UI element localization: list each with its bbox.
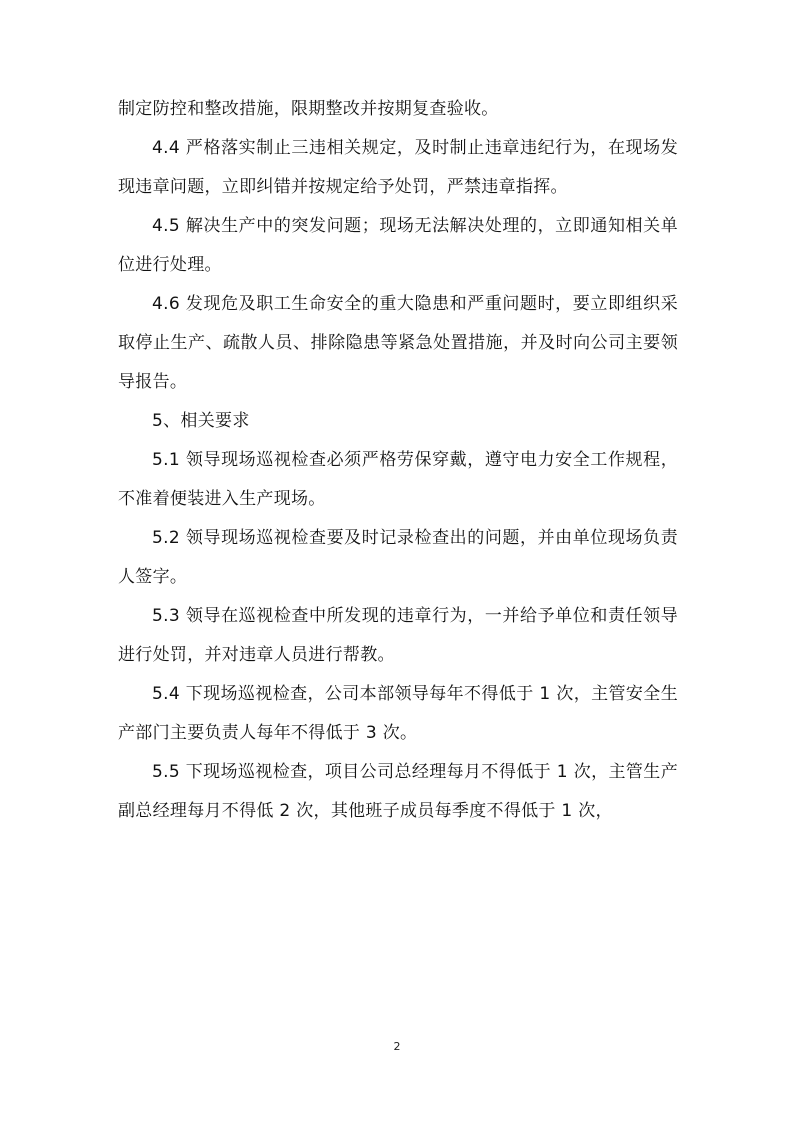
section-heading: 5、相关要求 [152,411,250,431]
paragraph: 5.5 下现场巡视检查，项目公司总经理每月不得低于 1 次，主管生产副总经理每月不得低 2 次，其他班子成员每季度不得低于 1 次， [118,762,678,821]
paragraph: 4.4 严格落实制止三违相关规定，及时制止违章违纪行为，在现场发现违章问题，立即纠错并按规定给予处罚，严禁违章指挥。 [118,138,678,197]
paragraph: 制定防控和整改措施，限期整改并按期复查验收。 [118,99,499,119]
paragraph: 4.5 解决生产中的突发问题；现场无法解决处理的，立即通知相关单位进行处理。 [118,216,678,275]
paragraph: 5.4 下现场巡视检查，公司本部领导每年不得低于 1 次，主管安全生产部门主要负责人每年不得低于 3 次。 [118,684,678,743]
page-number: 2 [393,1040,401,1053]
page-body [118,90,678,831]
paragraph: 5.1 领导现场巡视检查必须严格劳保穿戴，遵守电力安全工作规程，不准着便装进入生产现场。 [118,450,678,509]
paragraph: 5.2 领导现场巡视检查要及时记录检查出的问题，并由单位现场负责人签字。 [118,528,678,587]
paragraph: 5.3 领导在巡视检查中所发现的违章行为，一并给予单位和责任领导进行处罚，并对违章人员进行帮教。 [118,606,678,665]
paragraph: 4.6 发现危及职工生命安全的重大隐患和严重问题时，要立即组织采取停止生产、疏散人员、排除隐患等紧急处置措施，并及时向公司主要领导报告。 [118,294,678,392]
